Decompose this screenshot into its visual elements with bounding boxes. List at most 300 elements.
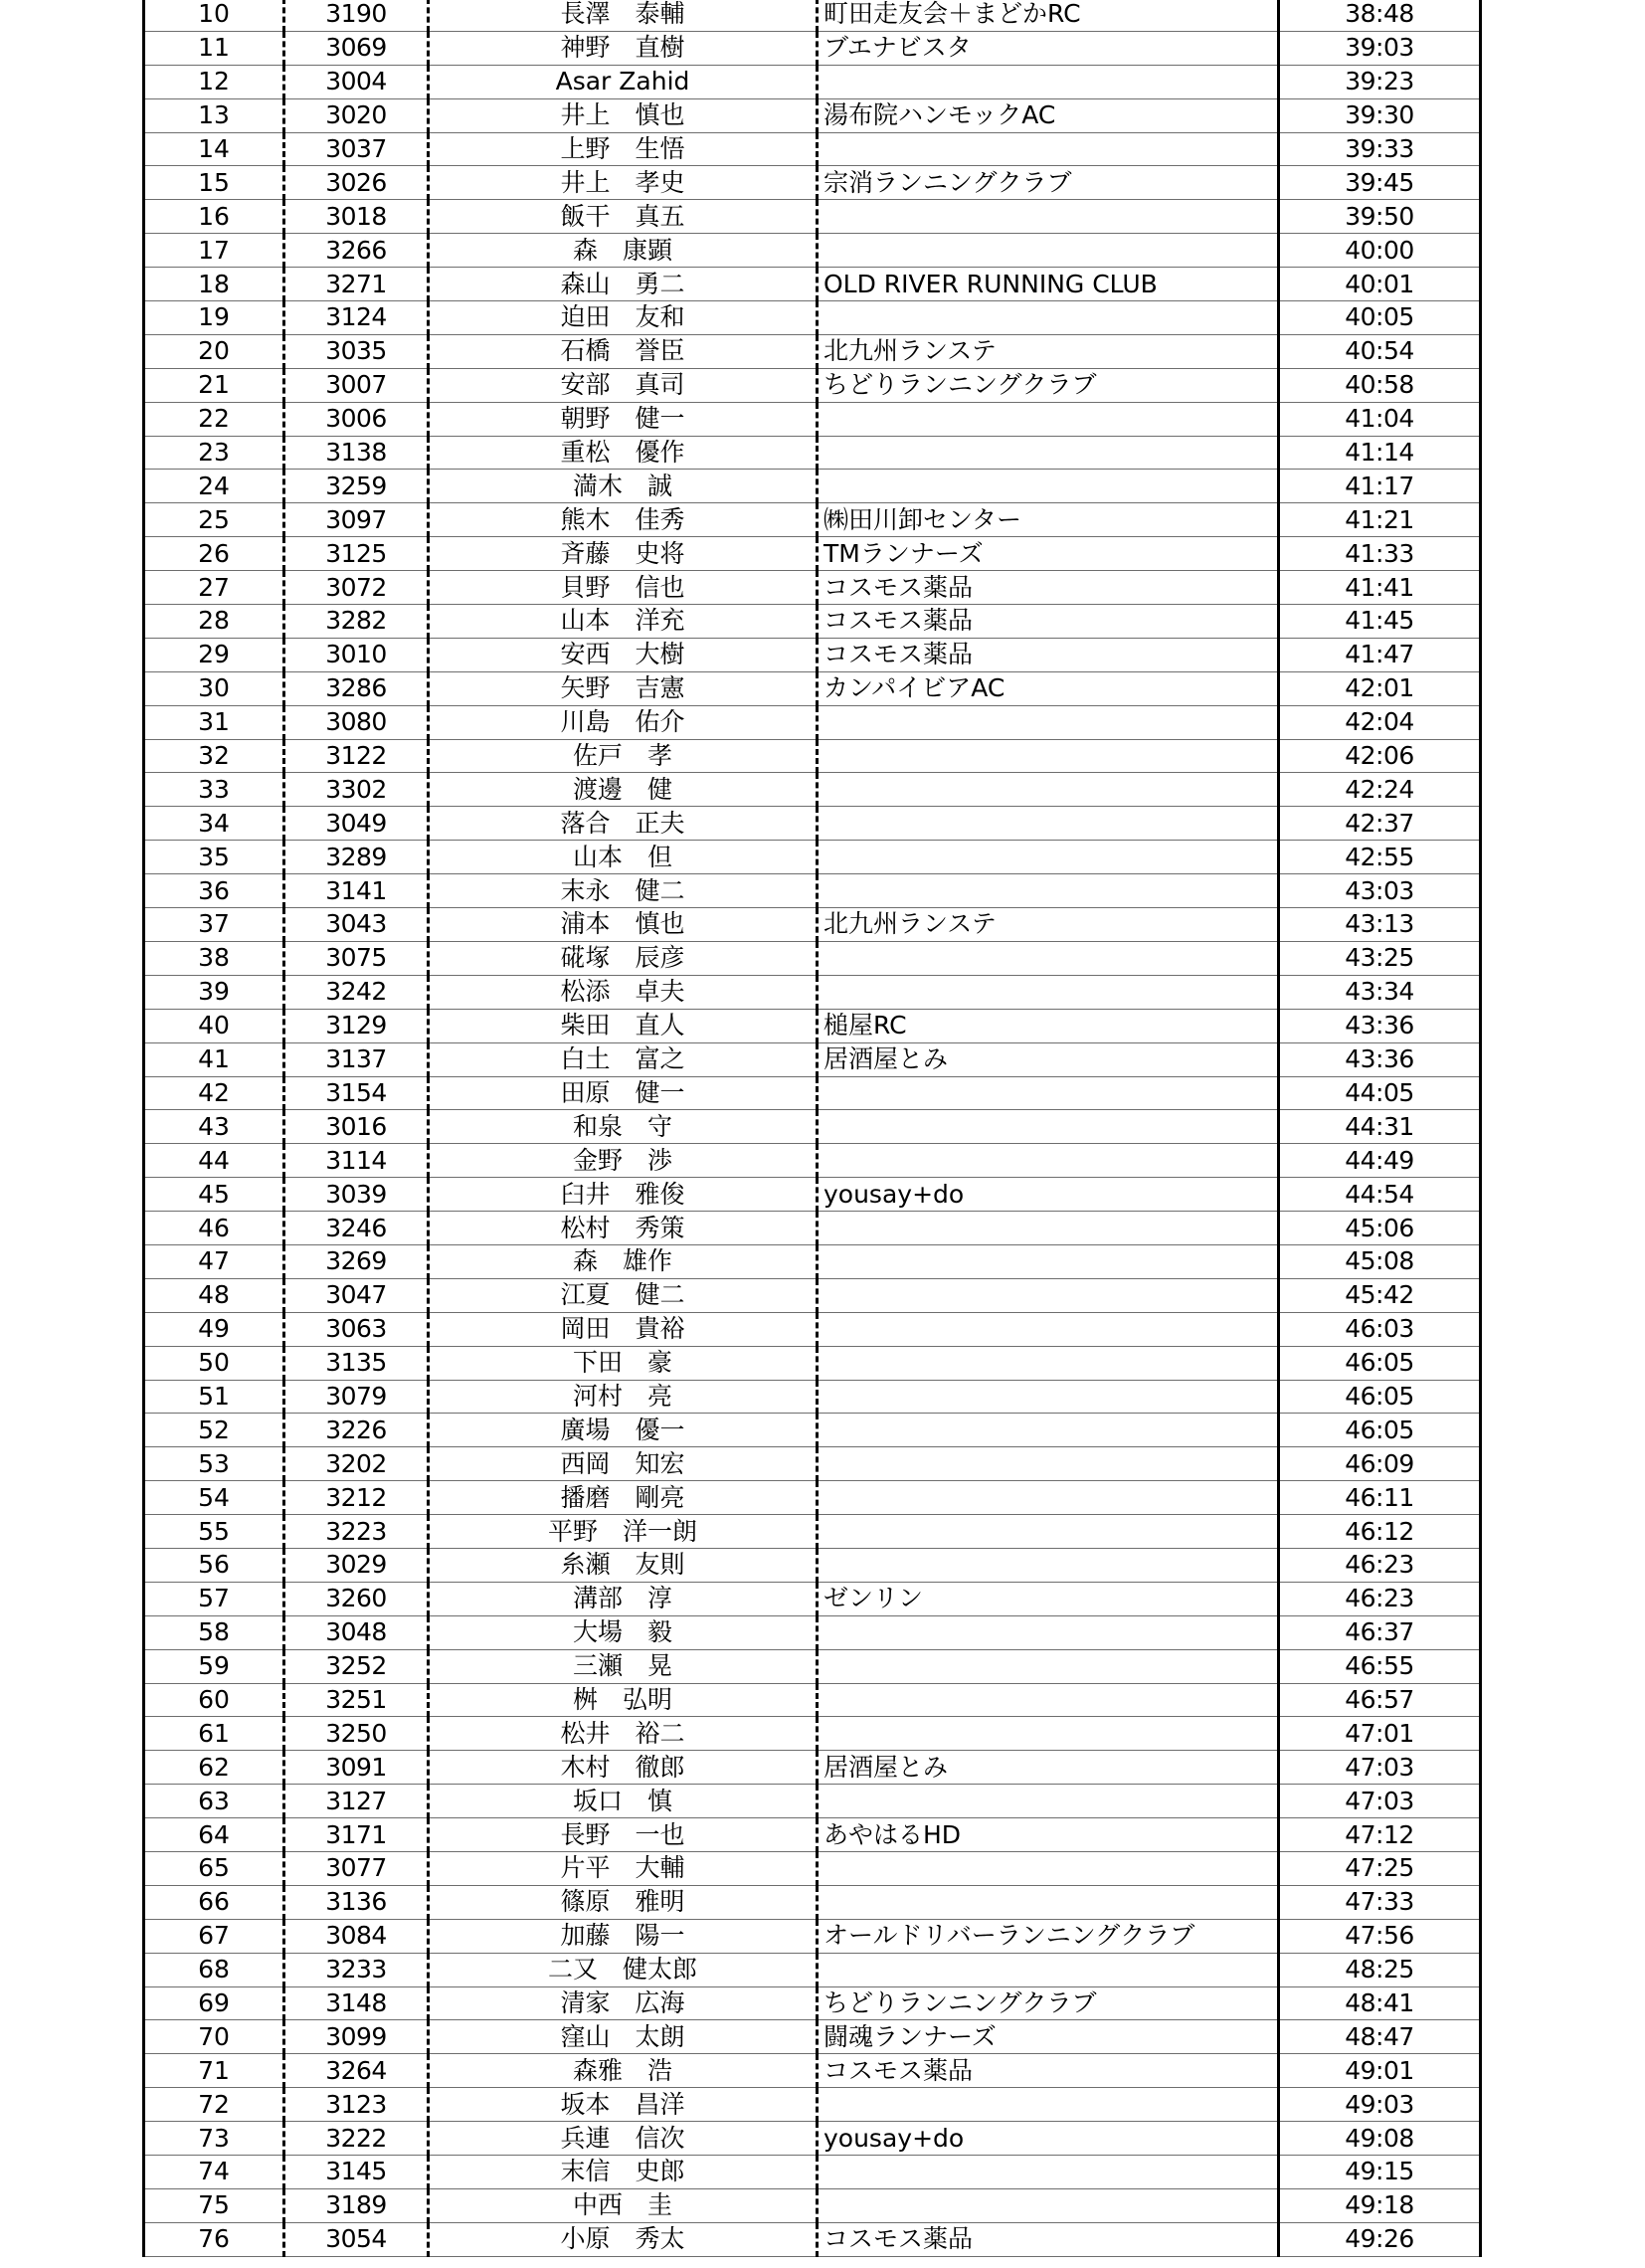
finish-time-cell: 39:30 [1279, 98, 1481, 132]
rank-cell: 25 [144, 503, 284, 537]
club-cell: カンパイビアAC [818, 671, 1279, 705]
runner-name-cell: 臼井 雅俊 [429, 1178, 818, 1212]
runner-name-cell: 斉藤 史将 [429, 537, 818, 571]
finish-time-cell: 47:03 [1279, 1785, 1481, 1818]
finish-time-cell: 48:25 [1279, 1953, 1481, 1986]
result-row [144, 1312, 1481, 1346]
rank-cell: 19 [144, 301, 284, 335]
club-cell [818, 1110, 1279, 1144]
result-row [144, 98, 1481, 132]
result-row [144, 1447, 1481, 1481]
result-row [144, 166, 1481, 200]
finish-time-cell: 49:18 [1279, 2188, 1481, 2222]
bib-cell: 3077 [284, 1851, 429, 1885]
finish-time-cell: 43:25 [1279, 941, 1481, 975]
finish-time-cell: 43:36 [1279, 1009, 1481, 1042]
result-row [144, 65, 1481, 98]
result-row [144, 638, 1481, 671]
bib-cell: 3004 [284, 65, 429, 98]
club-cell: OLD RIVER RUNNING CLUB [818, 268, 1279, 301]
rank-cell: 54 [144, 1481, 284, 1515]
rank-cell: 64 [144, 1818, 284, 1852]
rank-cell: 60 [144, 1683, 284, 1717]
runner-name-cell: 石橋 誉臣 [429, 334, 818, 368]
bib-cell: 3018 [284, 200, 429, 234]
result-row [144, 200, 1481, 234]
result-row [144, 234, 1481, 268]
club-cell [818, 1717, 1279, 1751]
bib-cell: 3264 [284, 2054, 429, 2088]
finish-time-cell: 40:00 [1279, 234, 1481, 268]
club-cell [818, 975, 1279, 1009]
bib-cell: 3124 [284, 301, 429, 335]
bib-cell: 3035 [284, 334, 429, 368]
bib-cell: 3048 [284, 1615, 429, 1649]
bib-cell: 3010 [284, 638, 429, 671]
runner-name-cell: 井上 孝史 [429, 166, 818, 200]
club-cell [818, 1649, 1279, 1683]
runner-name-cell: 中西 圭 [429, 2188, 818, 2222]
runner-name-cell: 貝野 信也 [429, 571, 818, 605]
finish-time-cell: 47:01 [1279, 1717, 1481, 1751]
results-body [144, 0, 1481, 2256]
result-row [144, 1548, 1481, 1582]
bib-cell: 3226 [284, 1414, 429, 1447]
runner-name-cell: 末永 健二 [429, 874, 818, 908]
result-row [144, 1582, 1481, 1615]
result-row [144, 1851, 1481, 1885]
finish-time-cell: 47:25 [1279, 1851, 1481, 1885]
finish-time-cell: 48:47 [1279, 2020, 1481, 2054]
result-row [144, 268, 1481, 301]
rank-cell: 29 [144, 638, 284, 671]
bib-cell: 3123 [284, 2088, 429, 2122]
runner-name-cell: 兵連 信次 [429, 2122, 818, 2156]
rank-cell: 57 [144, 1582, 284, 1615]
bib-cell: 3271 [284, 268, 429, 301]
finish-time-cell: 38:48 [1279, 0, 1481, 31]
finish-time-cell: 44:49 [1279, 1144, 1481, 1178]
rank-cell: 53 [144, 1447, 284, 1481]
runner-name-cell: Asar Zahid [429, 65, 818, 98]
result-row [144, 2054, 1481, 2088]
result-row [144, 1481, 1481, 1515]
club-cell [818, 773, 1279, 807]
runner-name-cell: 川島 佑介 [429, 705, 818, 739]
finish-time-cell: 49:15 [1279, 2156, 1481, 2189]
result-row [144, 773, 1481, 807]
bib-cell: 3122 [284, 739, 429, 773]
finish-time-cell: 40:01 [1279, 268, 1481, 301]
bib-cell: 3266 [284, 234, 429, 268]
club-cell [818, 2088, 1279, 2122]
rank-cell: 10 [144, 0, 284, 31]
rank-cell: 15 [144, 166, 284, 200]
club-cell: 湯布院ハンモックAC [818, 98, 1279, 132]
club-cell: 北九州ランステ [818, 334, 1279, 368]
club-cell: ブエナビスタ [818, 31, 1279, 65]
club-cell: 闘魂ランナーズ [818, 2020, 1279, 2054]
runner-name-cell: 重松 優作 [429, 436, 818, 470]
runner-name-cell: 松添 卓夫 [429, 975, 818, 1009]
rank-cell: 39 [144, 975, 284, 1009]
result-row [144, 1110, 1481, 1144]
club-cell: 宗消ランニングクラブ [818, 166, 1279, 200]
runner-name-cell: 安部 真司 [429, 368, 818, 402]
bib-cell: 3091 [284, 1751, 429, 1785]
runner-name-cell: 浦本 慎也 [429, 908, 818, 942]
rank-cell: 41 [144, 1042, 284, 1076]
club-cell [818, 807, 1279, 841]
finish-time-cell: 48:41 [1279, 1986, 1481, 2020]
club-cell [818, 65, 1279, 98]
club-cell [818, 1414, 1279, 1447]
finish-time-cell: 46:37 [1279, 1615, 1481, 1649]
bib-cell: 3135 [284, 1346, 429, 1380]
club-cell [818, 1515, 1279, 1549]
rank-cell: 47 [144, 1244, 284, 1278]
result-row [144, 2156, 1481, 2189]
club-cell [818, 1953, 1279, 1986]
club-cell [818, 874, 1279, 908]
rank-cell: 21 [144, 368, 284, 402]
runner-name-cell: 矢野 吉憲 [429, 671, 818, 705]
bib-cell: 3029 [284, 1548, 429, 1582]
club-cell: コスモス薬品 [818, 605, 1279, 639]
runner-name-cell: 木村 徹郎 [429, 1751, 818, 1785]
finish-time-cell: 46:05 [1279, 1346, 1481, 1380]
runner-name-cell: 篠原 雅明 [429, 1885, 818, 1919]
result-row [144, 1717, 1481, 1751]
runner-name-cell: 平野 洋一朗 [429, 1515, 818, 1549]
rank-cell: 70 [144, 2020, 284, 2054]
runner-name-cell: 長澤 泰輔 [429, 0, 818, 31]
bib-cell: 3099 [284, 2020, 429, 2054]
result-row [144, 1986, 1481, 2020]
runner-name-cell: 加藤 陽一 [429, 1919, 818, 1953]
rank-cell: 66 [144, 1885, 284, 1919]
rank-cell: 69 [144, 1986, 284, 2020]
finish-time-cell: 44:05 [1279, 1076, 1481, 1110]
club-cell: 北九州ランステ [818, 908, 1279, 942]
club-cell [818, 2188, 1279, 2222]
finish-time-cell: 39:50 [1279, 200, 1481, 234]
bib-cell: 3145 [284, 2156, 429, 2189]
result-row [144, 1380, 1481, 1414]
rank-cell: 36 [144, 874, 284, 908]
result-row [144, 908, 1481, 942]
rank-cell: 71 [144, 2054, 284, 2088]
bib-cell: 3007 [284, 368, 429, 402]
club-cell: 槌屋RC [818, 1009, 1279, 1042]
bib-cell: 3063 [284, 1312, 429, 1346]
bib-cell: 3039 [284, 1178, 429, 1212]
bib-cell: 3080 [284, 705, 429, 739]
finish-time-cell: 45:06 [1279, 1212, 1481, 1245]
club-cell: 居酒屋とみ [818, 1042, 1279, 1076]
result-row [144, 1818, 1481, 1852]
finish-time-cell: 46:12 [1279, 1515, 1481, 1549]
club-cell [818, 1212, 1279, 1245]
runner-name-cell: 迫田 友和 [429, 301, 818, 335]
runner-name-cell: 大場 毅 [429, 1615, 818, 1649]
rank-cell: 65 [144, 1851, 284, 1885]
runner-name-cell: 長野 一也 [429, 1818, 818, 1852]
club-cell [818, 1615, 1279, 1649]
finish-time-cell: 47:56 [1279, 1919, 1481, 1953]
rank-cell: 74 [144, 2156, 284, 2189]
runner-name-cell: 落合 正夫 [429, 807, 818, 841]
result-row [144, 1414, 1481, 1447]
bib-cell: 3222 [284, 2122, 429, 2156]
finish-time-cell: 41:33 [1279, 537, 1481, 571]
club-cell [818, 470, 1279, 503]
club-cell [818, 200, 1279, 234]
rank-cell: 75 [144, 2188, 284, 2222]
runner-name-cell: 田原 健一 [429, 1076, 818, 1110]
runner-name-cell: 西岡 知宏 [429, 1447, 818, 1481]
rank-cell: 14 [144, 132, 284, 166]
runner-name-cell: 上野 生悟 [429, 132, 818, 166]
runner-name-cell: 糸瀬 友則 [429, 1548, 818, 1582]
finish-time-cell: 43:34 [1279, 975, 1481, 1009]
bib-cell: 3114 [284, 1144, 429, 1178]
rank-cell: 49 [144, 1312, 284, 1346]
bib-cell: 3286 [284, 671, 429, 705]
result-row [144, 1009, 1481, 1042]
finish-time-cell: 49:08 [1279, 2122, 1481, 2156]
result-row [144, 2222, 1481, 2256]
rank-cell: 76 [144, 2222, 284, 2256]
rank-cell: 38 [144, 941, 284, 975]
runner-name-cell: 播磨 剛亮 [429, 1481, 818, 1515]
finish-time-cell: 42:04 [1279, 705, 1481, 739]
runner-name-cell: 満木 誠 [429, 470, 818, 503]
runner-name-cell: 神野 直樹 [429, 31, 818, 65]
result-row [144, 2122, 1481, 2156]
result-row [144, 571, 1481, 605]
finish-time-cell: 43:13 [1279, 908, 1481, 942]
finish-time-cell: 41:04 [1279, 402, 1481, 436]
rank-cell: 72 [144, 2088, 284, 2122]
runner-name-cell: 清家 広海 [429, 1986, 818, 2020]
result-row [144, 605, 1481, 639]
runner-name-cell: 白土 富之 [429, 1042, 818, 1076]
rank-cell: 18 [144, 268, 284, 301]
club-cell: コスモス薬品 [818, 571, 1279, 605]
runner-name-cell: 片平 大輔 [429, 1851, 818, 1885]
rank-cell: 51 [144, 1380, 284, 1414]
result-row [144, 1278, 1481, 1312]
result-row [144, 402, 1481, 436]
result-row [144, 503, 1481, 537]
bib-cell: 3006 [284, 402, 429, 436]
rank-cell: 67 [144, 1919, 284, 1953]
bib-cell: 3190 [284, 0, 429, 31]
rank-cell: 32 [144, 739, 284, 773]
runner-name-cell: 熊木 佳秀 [429, 503, 818, 537]
result-row [144, 1042, 1481, 1076]
bib-cell: 3138 [284, 436, 429, 470]
club-cell [818, 402, 1279, 436]
club-cell: コスモス薬品 [818, 638, 1279, 671]
bib-cell: 3212 [284, 1481, 429, 1515]
runner-name-cell: 廣場 優一 [429, 1414, 818, 1447]
bib-cell: 3125 [284, 537, 429, 571]
bib-cell: 3302 [284, 773, 429, 807]
result-row [144, 1515, 1481, 1549]
runner-name-cell: 森雅 浩 [429, 2054, 818, 2088]
runner-name-cell: 岡田 貴裕 [429, 1312, 818, 1346]
bib-cell: 3043 [284, 908, 429, 942]
club-cell [818, 132, 1279, 166]
club-cell: 町田走友会＋まどかRC [818, 0, 1279, 31]
finish-time-cell: 47:12 [1279, 1818, 1481, 1852]
club-cell [818, 301, 1279, 335]
bib-cell: 3079 [284, 1380, 429, 1414]
finish-time-cell: 46:55 [1279, 1649, 1481, 1683]
rank-cell: 52 [144, 1414, 284, 1447]
runner-name-cell: 飯干 真五 [429, 200, 818, 234]
rank-cell: 63 [144, 1785, 284, 1818]
club-cell [818, 436, 1279, 470]
result-row [144, 705, 1481, 739]
bib-cell: 3233 [284, 1953, 429, 1986]
runner-name-cell: 和泉 守 [429, 1110, 818, 1144]
rank-cell: 31 [144, 705, 284, 739]
rank-cell: 68 [144, 1953, 284, 1986]
result-row [144, 301, 1481, 335]
result-row [144, 1346, 1481, 1380]
rank-cell: 42 [144, 1076, 284, 1110]
rank-cell: 59 [144, 1649, 284, 1683]
runner-name-cell: 硴塚 辰彦 [429, 941, 818, 975]
runner-name-cell: 窪山 太朗 [429, 2020, 818, 2054]
rank-cell: 17 [144, 234, 284, 268]
finish-time-cell: 47:03 [1279, 1751, 1481, 1785]
finish-time-cell: 40:58 [1279, 368, 1481, 402]
rank-cell: 24 [144, 470, 284, 503]
result-row [144, 0, 1481, 31]
finish-time-cell: 44:31 [1279, 1110, 1481, 1144]
result-row [144, 368, 1481, 402]
bib-cell: 3154 [284, 1076, 429, 1110]
bib-cell: 3075 [284, 941, 429, 975]
club-cell [818, 1447, 1279, 1481]
bib-cell: 3069 [284, 31, 429, 65]
result-row [144, 807, 1481, 841]
bib-cell: 3037 [284, 132, 429, 166]
bib-cell: 3054 [284, 2222, 429, 2256]
result-row [144, 1178, 1481, 1212]
bib-cell: 3269 [284, 1244, 429, 1278]
finish-time-cell: 47:33 [1279, 1885, 1481, 1919]
runner-name-cell: 松村 秀策 [429, 1212, 818, 1245]
result-row [144, 31, 1481, 65]
club-cell [818, 1481, 1279, 1515]
club-cell: コスモス薬品 [818, 2054, 1279, 2088]
result-row [144, 436, 1481, 470]
runner-name-cell: 二又 健太郎 [429, 1953, 818, 1986]
finish-time-cell: 49:01 [1279, 2054, 1481, 2088]
rank-cell: 50 [144, 1346, 284, 1380]
finish-time-cell: 41:14 [1279, 436, 1481, 470]
finish-time-cell: 45:08 [1279, 1244, 1481, 1278]
result-row [144, 1683, 1481, 1717]
bib-cell: 3289 [284, 841, 429, 874]
bib-cell: 3189 [284, 2188, 429, 2222]
rank-cell: 22 [144, 402, 284, 436]
runner-name-cell: 桝 弘明 [429, 1683, 818, 1717]
bib-cell: 3049 [284, 807, 429, 841]
rank-cell: 35 [144, 841, 284, 874]
rank-cell: 20 [144, 334, 284, 368]
bib-cell: 3242 [284, 975, 429, 1009]
result-row [144, 132, 1481, 166]
finish-time-cell: 41:21 [1279, 503, 1481, 537]
club-cell [818, 705, 1279, 739]
rank-cell: 56 [144, 1548, 284, 1582]
bib-cell: 3223 [284, 1515, 429, 1549]
rank-cell: 12 [144, 65, 284, 98]
club-cell [818, 1851, 1279, 1885]
finish-time-cell: 41:41 [1279, 571, 1481, 605]
club-cell [818, 1346, 1279, 1380]
finish-time-cell: 45:42 [1279, 1278, 1481, 1312]
finish-time-cell: 46:03 [1279, 1312, 1481, 1346]
rank-cell: 62 [144, 1751, 284, 1785]
finish-time-cell: 41:45 [1279, 605, 1481, 639]
club-cell [818, 841, 1279, 874]
runner-name-cell: 佐戸 孝 [429, 739, 818, 773]
bib-cell: 3097 [284, 503, 429, 537]
finish-time-cell: 41:47 [1279, 638, 1481, 671]
bib-cell: 3129 [284, 1009, 429, 1042]
club-cell [818, 234, 1279, 268]
result-row [144, 1751, 1481, 1785]
runner-name-cell: 山本 但 [429, 841, 818, 874]
runner-name-cell: 坂本 昌洋 [429, 2088, 818, 2122]
club-cell [818, 1885, 1279, 1919]
bib-cell: 3136 [284, 1885, 429, 1919]
bib-cell: 3084 [284, 1919, 429, 1953]
finish-time-cell: 46:05 [1279, 1380, 1481, 1414]
rank-cell: 34 [144, 807, 284, 841]
result-row [144, 1885, 1481, 1919]
finish-time-cell: 39:45 [1279, 166, 1481, 200]
result-row [144, 1785, 1481, 1818]
finish-time-cell: 39:33 [1279, 132, 1481, 166]
rank-cell: 33 [144, 773, 284, 807]
result-row [144, 537, 1481, 571]
bib-cell: 3259 [284, 470, 429, 503]
runner-name-cell: 松井 裕二 [429, 1717, 818, 1751]
club-cell [818, 1244, 1279, 1278]
finish-time-cell: 46:23 [1279, 1582, 1481, 1615]
finish-time-cell: 46:09 [1279, 1447, 1481, 1481]
rank-cell: 58 [144, 1615, 284, 1649]
runner-name-cell: 江夏 健二 [429, 1278, 818, 1312]
rank-cell: 48 [144, 1278, 284, 1312]
result-row [144, 1953, 1481, 1986]
bib-cell: 3251 [284, 1683, 429, 1717]
club-cell: オールドリバーランニングクラブ [818, 1919, 1279, 1953]
bib-cell: 3072 [284, 571, 429, 605]
finish-time-cell: 42:37 [1279, 807, 1481, 841]
result-row [144, 1244, 1481, 1278]
finish-time-cell: 43:03 [1279, 874, 1481, 908]
bib-cell: 3246 [284, 1212, 429, 1245]
